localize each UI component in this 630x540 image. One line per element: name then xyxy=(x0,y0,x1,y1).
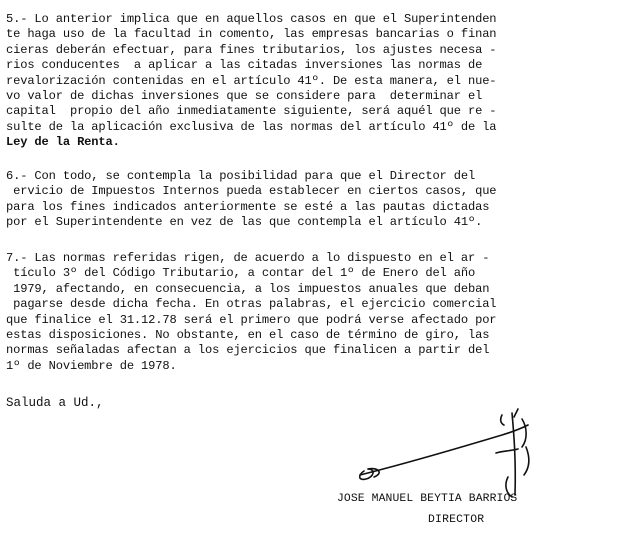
paragraph-line: tículo 3º del Código Tributario, a contar del 1º de Enero del año xyxy=(6,266,476,281)
paragraph-6 xyxy=(6,169,624,231)
paragraph-line: que finalice el 31.12.78 será el primero que podrá verse afectado por xyxy=(6,312,497,327)
signer-title: DIRECTOR xyxy=(428,514,485,526)
paragraph-line: 1º de Noviembre de 1978. xyxy=(6,358,177,373)
paragraph-line: revalorización contenidas en el artículo 41º. De esta manera, el nue- xyxy=(6,73,497,88)
paragraph-line: 5.- Lo anterior implica que en aquellos casos en que el Superintenden xyxy=(6,12,497,26)
paragraph-line: pagarse desde dicha fecha. En otras palabras, el ejercicio comercial xyxy=(6,297,497,312)
paragraph-5 xyxy=(6,12,624,151)
paragraph-line: cieras deberán efectuar, para fines tributarios, los ajustes necesa - xyxy=(6,42,497,57)
paragraph-line: ervicio de Impuestos Internos pueda establecer en ciertos casos, que xyxy=(6,184,497,199)
paragraph-line: estas disposiciones. No obstante, en el caso de término de giro, las xyxy=(6,327,490,342)
paragraph-line: vo valor de dichas inversiones que se considere para determinar el xyxy=(6,88,483,103)
handwritten-signature xyxy=(352,405,562,505)
paragraph-line: para los fines indicados anteriormente se esté a las pautas dictadas xyxy=(6,199,490,214)
paragraph-line: rios conducentes a aplicar a las citadas inversiones las normas de xyxy=(6,58,483,73)
paragraph-line: capital propio del año inmediatamente siguiente, será aquél que re - xyxy=(6,104,497,119)
paragraph-line: Ley de la Renta. xyxy=(6,135,120,150)
paragraph-line: normas señaladas afectan a los ejercicios que finalicen a partir del xyxy=(6,343,490,358)
paragraph-line: por el Superintendente en vez de las que contempla el artículo 41º. xyxy=(6,215,483,230)
paragraph-line: 7.- Las normas referidas rigen, de acuerdo a lo dispuesto en el ar - xyxy=(6,251,490,265)
paragraph-7 xyxy=(6,251,624,374)
salutation: Saluda a Ud., xyxy=(6,396,104,410)
paragraph-line: 6.- Con todo, se contempla la posibilidad para que el Director del xyxy=(6,169,476,183)
paragraph-line: sulte de la aplicación exclusiva de las normas del artículo 41º de la xyxy=(6,119,497,134)
paragraph-line: te haga uso de la facultad in comento, las empresas bancarias o finan xyxy=(6,27,497,42)
signer-name: JOSE MANUEL BEYTIA BARRIOS xyxy=(337,493,518,505)
paragraph-line: 1979, afectando, en consecuencia, a los impuestos anuales que deban xyxy=(6,281,490,296)
